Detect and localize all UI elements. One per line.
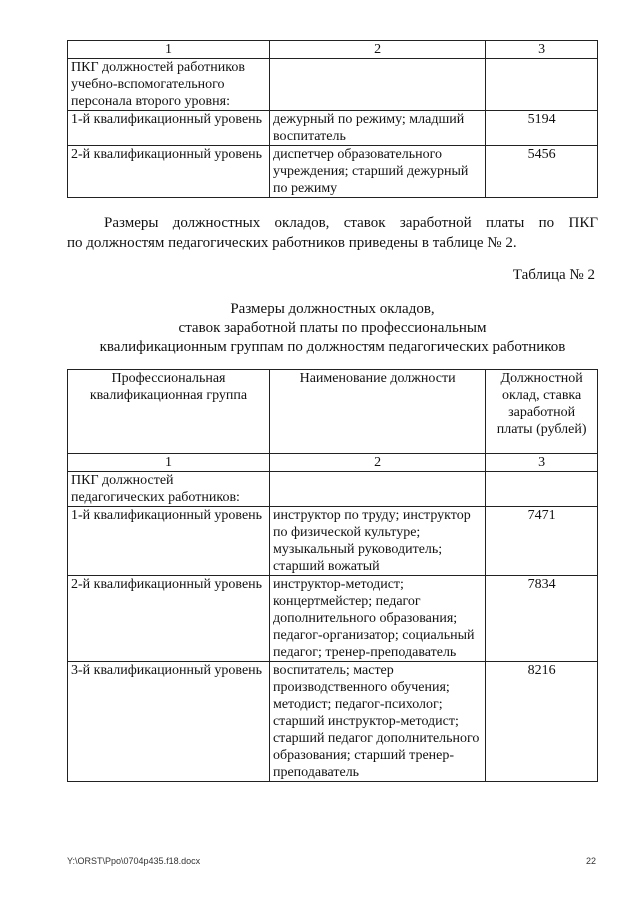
table-number-label: Таблица № 2 (512, 267, 595, 283)
position-cell: диспетчер образовательного учреждения; старший дежурный по режиму (269, 146, 485, 198)
table-row (68, 59, 598, 111)
column-number: 1 (68, 454, 270, 472)
column-number: 1 (68, 41, 270, 59)
title-line: Размеры должностных окладов, (230, 301, 435, 317)
table-numbering-row (68, 41, 598, 59)
body-paragraph (67, 213, 598, 253)
salary-cell (486, 472, 598, 507)
column-number: 2 (269, 454, 485, 472)
header-position: Наименование должности (269, 370, 485, 454)
position-cell (269, 472, 485, 507)
group-cell: ПКГ должностей педагогических работников: (68, 472, 270, 507)
column-number: 3 (486, 41, 598, 59)
paragraph-line: Размеры должностных окладов, ставок заработной платы по ПКГ (104, 215, 598, 231)
position-cell: инструктор по труду; инструктор по физической культуре; музыкальный руководитель; старший вожатый (269, 507, 485, 576)
title-line: квалификационным группам по должностям педагогических работников (99, 339, 566, 355)
group-cell: 1-й квалификационный уровень (68, 507, 270, 576)
position-cell (269, 59, 485, 111)
salary-cell: 5456 (486, 146, 598, 198)
salary-cell (486, 59, 598, 111)
table-numbering-row (68, 454, 598, 472)
table-row (68, 662, 598, 782)
group-cell: ПКГ должностей работников учебно-вспомогательного персонала второго уровня: (68, 59, 270, 111)
group-cell: 1-й квалификационный уровень (68, 111, 270, 146)
column-number: 3 (486, 454, 598, 472)
header-salary: Должностной оклад, ставка заработной платы (рублей) (486, 370, 598, 454)
salary-cell: 7471 (486, 507, 598, 576)
salary-cell: 5194 (486, 111, 598, 146)
table-row (68, 576, 598, 662)
position-cell: инструктор-методист; концертмейстер; педагог дополнительного образования; педагог-организатор; социальный педагог; тренер-преподаватель (269, 576, 485, 662)
position-cell: дежурный по режиму; младший воспитатель (269, 111, 485, 146)
table-row (68, 111, 598, 146)
table-row (68, 472, 598, 507)
header-group: Профессиональная квалификационная группа (68, 370, 270, 454)
table-row (68, 507, 598, 576)
table-pkg-pedagogical-staff (67, 369, 598, 782)
title-line: ставок заработной платы по профессиональным (178, 320, 487, 336)
paragraph-line: по должностям педагогических работников приведены в таблице № 2. (67, 235, 517, 251)
salary-cell: 8216 (486, 662, 598, 782)
table-pkg-support-staff (67, 40, 598, 198)
column-number: 2 (269, 41, 485, 59)
salary-cell: 7834 (486, 576, 598, 662)
table-row (68, 146, 598, 198)
group-cell: 3-й квалификационный уровень (68, 662, 270, 782)
footer-file-path: Y:\ORST\Ppo\0704p435.f18.docx (67, 856, 201, 866)
footer-page-number: 22 (585, 856, 596, 866)
table-title (67, 300, 598, 357)
group-cell: 2-й квалификационный уровень (68, 576, 270, 662)
table-header-row (68, 370, 598, 454)
group-cell: 2-й квалификационный уровень (68, 146, 270, 198)
position-cell: воспитатель; мастер производственного обучения; методист; педагог-психолог; старший инструктор-методист; старший педагог дополнительного образования; старший тренер-преподаватель (269, 662, 485, 782)
